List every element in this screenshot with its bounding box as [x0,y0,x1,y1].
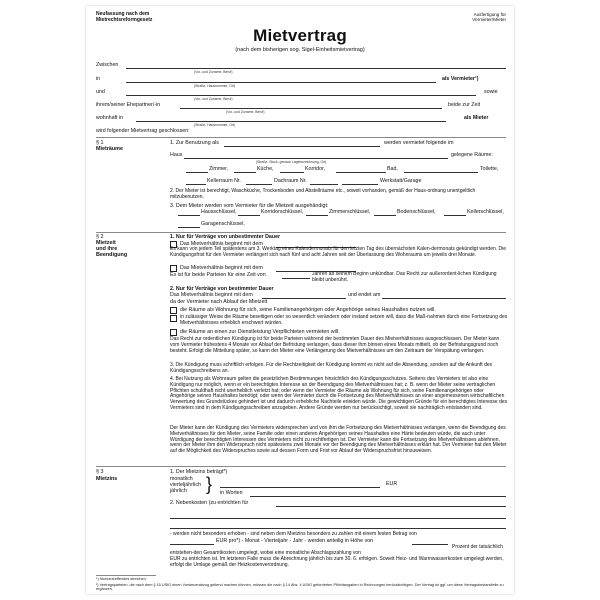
page-subtitle: (nach dem bisherigen sog. Sigel-Einheitsmietvertrag) [235,47,365,53]
label-in-worten: in Worten [220,490,243,496]
s2-p5: Der Mieter kann der Kündigung des Vermieters widersprechen und von ihm die Fortsetzung des Mietverhältnisses verlangen, wenn die Beendigung des Mietverhältnisses für den Mieter, seine Familie oder einen anderen Angehörigen seines Haushaltes eine Härte bedeuten würde, die auch unter Würdigung der berechtigten Interessen des Vermieters nicht zu rechtfertigen ist. Der Vermieter kann die Fortsetzung des Mietverhältnisses ablehnen, wenn der Mieter ihm den Widerspruch nicht spätestens zwei Monate vor der Beendigung des Mietverhältnisses erklärt hat. Der Vermieter hat den Mieter auf die Möglichkeit des Widerspruches sowie auf dessen Form und Frist vor Ablauf der Widerspruchsfrist hinzuweisen. [170,425,507,455]
brace: } [206,474,213,494]
checkbox-dienstleistung[interactable] [170,329,177,336]
tenant-name-field[interactable] [126,95,476,96]
s3-number: § 3 [96,469,104,475]
dach-nr[interactable] [310,184,338,185]
label-und: und [96,89,105,95]
label-eur: EUR [386,481,398,487]
s3-p1: 1. Der Mietzins beträgt*) [170,469,228,475]
end-date-field[interactable] [382,298,506,299]
s2-h2: 2. Nur für Verträge von bestimmter Dauer [170,286,274,292]
s2-recht: Das Recht zur ordentlichen Kündigung ist für beide Parteien während der bestimmten Dauer des Mietverhältnisses ausgeschlossen. Der Mieter kann vom Vermieter frühestens 4 Monate vor Ablauf der Befristung verlangen, dass dieser ihm binnen eines Monats mitteilt, ob der Befristungsgrund noch besteht. Erfolgt die Mitteilung später, so kann der Mieter eine Verlängerung des Mietverhältnisses um den Zeitraum der Verspätung verlangen. [170,336,500,354]
label-ehepartner: ihrem/seiner Ehepartner/-in [96,102,161,108]
room-korridor: Korridor, [305,166,326,172]
keller-nr[interactable] [246,184,272,185]
zimmer-count[interactable] [186,172,208,173]
period-options: monatlich vierteljährlich jährlich [170,476,201,494]
hint-name-2: (Vor- und Zuname, Beruf) [194,97,233,101]
s1-p3: 3. Dem Mieter werden vom Vermieter für die Mietzeit ausgehändigt: [170,203,329,209]
rent-words-field[interactable] [250,496,506,497]
divider [96,466,506,467]
divider [96,232,506,233]
footnote-divider [96,575,156,576]
checkbox-eigenbedarf[interactable] [170,307,177,314]
landlord-name-field[interactable] [126,68,506,69]
s2-o2: in zulässiger Weise die Räume beseitigen oder so wesentlich verändern oder instand setzen will, dass die Maß-nahmen durch eine Fortsetzung des Mietverhältnisses erheblich erschwert würden. [180,314,508,326]
hint-name: (Vor- und Zuname, Beruf) [194,70,233,74]
s2-c3: Das Mietverhältnis beginnt mit dem [170,292,253,298]
s1-number: § 1 [96,140,104,146]
key-garage: Garagenschlüssel, [201,221,245,227]
s2-p4: 4. Bei Nutzung als Wohnraum gelten die gesetzlichen Bestimmungen hinsichtlich des Kündigungsschutzes. Seitens des Vermieters ist also eine Kündigung nur möglich, wenn er ein berechtigtes Interesse an der Beendigung des Mietverhältnisses hat; z. B. wenn der Mieter seine vertraglichen Pflichten schuldhaft nicht unerheblich verletzt hat; oder wenn der Vermieter die Räume als Wohnung für sich, seine Familienangehörigen oder Angehörige seines Haushaltes benötigt; oder wenn der Vermieter durch die Fortsetzung des Mietverhältnisses an einer angemessenen wirtschaftlichen Verwertung des Grundstückes gehindert ist und dadurch erhebliche Nachteile erleiden würde. Die gewichtigen Gründe für ein berechtigtes Interesse des Vermieters sind in dem Kündigungsschreiben anzugeben. Andere Gründe werden nur berücksichtigt, soweit sie nachträglich entstanden sind. [170,376,508,411]
s2-o1: die Räume als Wohnung für sich, seine Familienangehörigen oder Angehörige seines Haushaltes nutzen will. [180,307,436,313]
nebenkosten-field-3[interactable] [170,528,506,529]
usage-field[interactable] [224,146,380,147]
s3-p3c: Prozent der tatsächlich entstehen-den Gesamtkosten umgelegt, wobei eine monatliche Abschlagszahlung von [170,544,503,556]
s2-c1-text: Es kann von jedem Teil spätestens am 3. Werktag eines Kalendermonats für den letzten Tag des übernächsten Kalen-dermonats gekündigt werden. Die Kündigungsfrist für den Vermieter verlängert sich nach fünf und acht Jahren seit der Überlassung des Wohnraums um jeweils drei Monate. [170,246,507,258]
s3-p3a: - werden nicht besonders erhoben - sind neben dem Mietzins besonders zu zahlen mit einem festen Betrag von [170,531,417,537]
s2-c2-text-b: Jahren ab seinem Beginn unkündbar. Das Recht zur außerordent-lichen Kündigung bleibt unberührt. [312,271,497,283]
label-gelegen: gelegene Räume: [451,152,493,158]
werkstatt-count[interactable] [342,184,378,185]
label-zwischen: Zwischen [96,62,119,68]
s1-p1b: werden vermietet folgende im [384,140,454,146]
s3-p3d: EUR zu entrichten ist. Im letzteren Falle muss die Abrechnung jährlich bis zum 30. 6. erfolgen. Soweit Heiz- und Warmwasserkosten umgelegt werden, erfolgt die Umlage gemäß der Heizkostenverordnung. [170,556,504,568]
checkbox-umbau[interactable] [170,315,177,322]
room-toilette: Toilette, [480,166,499,172]
bad-count[interactable] [336,172,386,173]
key-haus: Hausschlüssel, [201,209,237,215]
label-beide: beide zur Zeit [448,102,481,108]
hint-address: (Straße, Hausnummer, Ort) [194,84,236,88]
s2-c2-text: Es ist für beide Parteien für eine Zeit von [170,272,266,278]
garage-key-count[interactable] [178,227,200,228]
rent-amount-field[interactable] [220,487,380,488]
key-korridor: Korridorschlüssel, [261,209,304,215]
room-bad: Bad, [387,166,398,172]
s2-c3-c: da der Vermieter nach Ablauf der Mietzeit [170,299,268,305]
s2-o3: die Räume an einen zur Dienstleistung Verpflichteten vermieten will. [180,329,340,335]
checkbox-kuendigungsverzicht[interactable] [170,265,177,272]
tenant-address-field[interactable] [136,121,446,122]
s2-c3-b: und endet am [348,292,381,298]
s2-p3: 3. Die Kündigung muss schriftlich erfolgen. Für die Rechtzeitigkeit der Kündigung kommt es nicht auf die Absendung, sondern auf die Ankunft des Kündigungsschreibens an. [170,362,493,374]
footnote-2: ¹) Vertragsparteien, die nach dem § 15 UStG einen Vorsteuerabzug geltend machen können, müssen die nach § 14 Abs. 4 UStG geforderten Pflichtangaben in Rechnungen berücksichtigen. Der Vertrag ist ggf. um diese Vertragsbestandteile zu ergänzen. [96,583,504,592]
s1-p1a: 1. Zur Benutzung als [170,140,219,146]
hint-name-3: (Vor- und Zuname, Beruf) [226,110,265,114]
nebenkosten-field-2[interactable] [170,518,506,519]
label-wohnhaft: wohnhaft in [96,115,124,121]
label-in: in [96,76,101,82]
s3-title: Mietzins [96,476,118,482]
key-boden: Bodenschlüssel, [397,209,436,215]
kueche-count[interactable] [234,172,256,173]
contract-page [86,6,514,594]
version-note: Neufassung nach dem Mietrechtsreformgesetz [96,11,153,23]
label-haus: Haus [170,152,183,158]
label-sowie: sowie [484,89,498,95]
footnote-1: *) Nichtzutreffendes streichen. [96,577,147,581]
s3-p3b: EUR pro*) - Monat - Vierteljahr - Jahr - werden anteilig in Höhe von [216,538,374,544]
zimmer-key-count[interactable] [306,215,328,216]
label-vermieter: als Vermieter¹) [442,76,479,82]
s2-title: Mietzeit und ihre Beendigung [96,240,128,259]
korridor-key-count[interactable] [238,215,260,216]
nebenkosten-field-1[interactable] [276,506,506,507]
key-zimmer: Zimmerschlüssel, [329,209,371,215]
divider [96,137,506,138]
s2-c1: Das Mietverhältnis beginnt mit dem [180,241,263,247]
s2-number: § 2 [96,234,104,240]
korridor-count[interactable] [280,172,304,173]
haus-key-count[interactable] [178,215,200,216]
house-field[interactable] [184,158,448,159]
s3-p2: 2. Nebenkosten (zu entrichten für [170,500,249,506]
label-geschlossen: wird folgender Mietvertrag geschlossen: [96,128,190,134]
s1-p2: 2. Der Mieter ist berechtigt, Waschküche, Trockenboden und Abstellräume etc., soweit vorhanden, gemäß der Haus-ordnung unentgeltlich mitzubenutzen. [170,188,476,200]
s2-c2: Das Mietverhältnis beginnt mit dem [180,265,263,271]
boden-key-count[interactable] [374,215,396,216]
label-mieter: als Mieter [464,115,489,121]
start-date-field-3[interactable] [262,298,346,299]
hint-address-2: (Straße, Hausnummer, Ort) [194,123,236,127]
copy-note: Ausfertigung für Vermieter/Mieter [472,12,506,23]
years-field[interactable] [282,278,310,279]
s1-title: Mieträume [96,146,123,152]
room-kueche: Küche, [257,166,274,172]
room-werkstatt: Werkstatt/Garage [380,178,422,184]
keller-key-count[interactable] [444,215,466,216]
toilette-count[interactable] [404,172,478,173]
spouse-name-field[interactable] [180,108,442,109]
room-dach: Dachraum Nr. [274,178,307,184]
hint-haus: (Straße, Stock, genaue Lagebezeichnung, Ort) [256,160,327,164]
key-keller: Kellerschlüssel, [467,209,504,215]
s2-h1: 1. Nur für Verträge von unbestimmter Dauer [170,234,281,240]
room-keller: Kellerraum Nr. [207,178,241,184]
page-title: Mietvertrag [253,26,347,45]
room-zimmer: Zimmer, [209,166,229,172]
keller-count[interactable] [186,184,206,185]
landlord-address-field[interactable] [126,82,436,83]
